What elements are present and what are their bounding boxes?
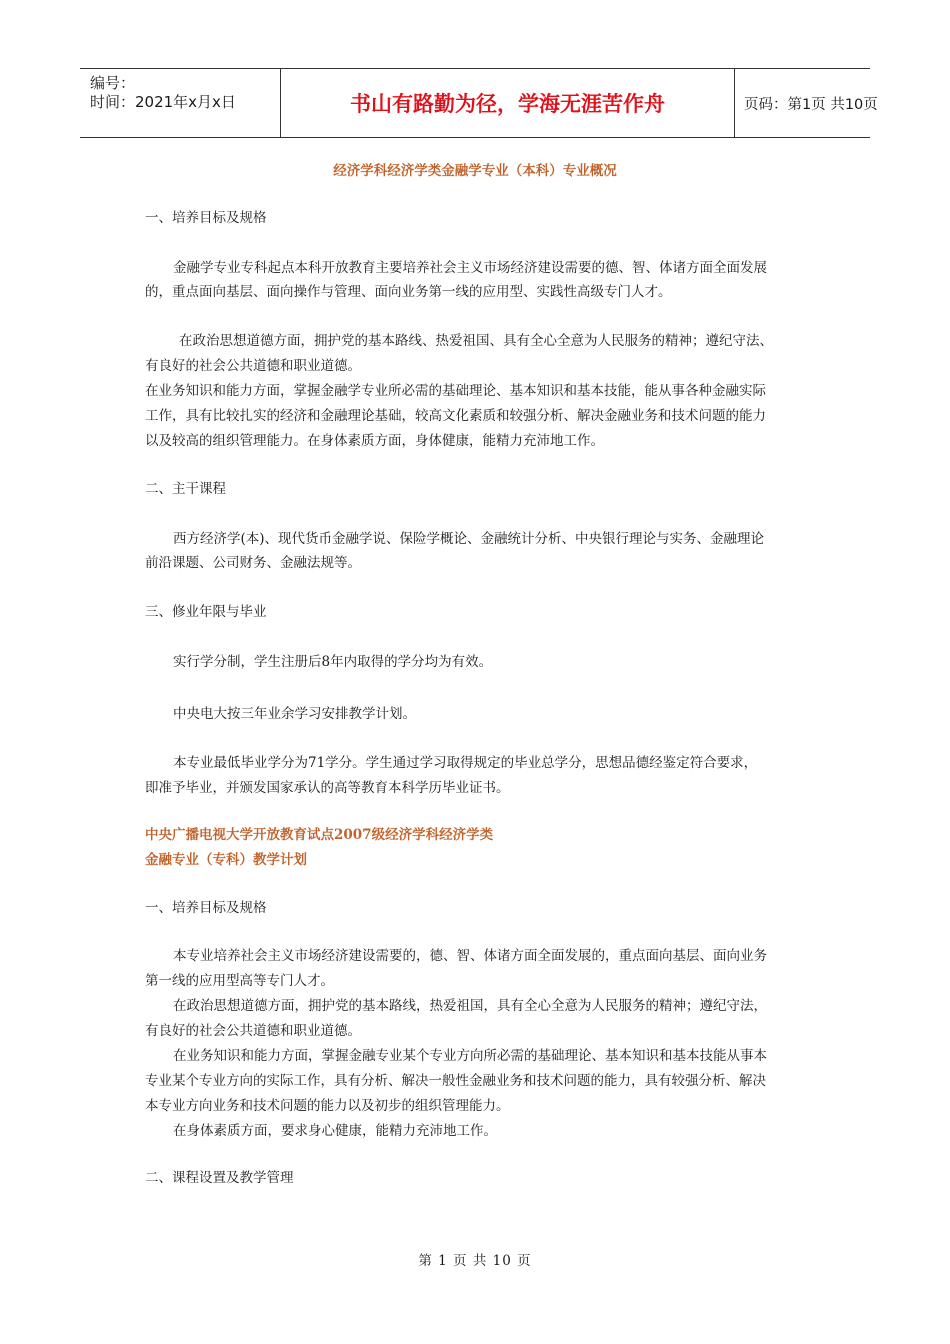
section2-p1-line2: 第一线的应用型高等专门人才。	[145, 973, 334, 989]
header-meta	[80, 69, 280, 137]
section2-p2-line1: 在政治思想道德方面，拥护党的基本路线，热爱祖国，具有全心全意为人民服务的精神；遵纪守法，	[173, 998, 767, 1014]
time-label: 时间：2021年x月x日	[90, 93, 236, 111]
section2-p4: 在身体素质方面，要求身心健康，能精力充沛地工作。	[173, 1123, 497, 1139]
section2-p2-line2: 有良好的社会公共道德和职业道德。	[145, 1023, 361, 1039]
page-header	[80, 68, 878, 138]
section2-title-line2: 金融专业（专科）教学计划	[145, 852, 307, 868]
page-info: 页码：第1页 共10页	[744, 96, 878, 113]
section1-p4-line1: 西方经济学(本)、现代货币金融学说、保险学概论、金融统计分析、中央银行理论与实务、金融理论	[173, 531, 765, 547]
section1-p4-line2: 前沿课题、公司财务、金融法规等。	[145, 555, 361, 571]
section2-heading-1: 一、培养目标及规格	[145, 900, 267, 916]
section1-p3-line2: 工作，具有比较扎实的经济和金融理论基础，较高文化素质和较强分析、解决金融业务和技术问题的能力	[145, 408, 766, 424]
section1-p3-line3: 以及较高的组织管理能力。在身体素质方面，身体健康，能精力充沛地工作。	[145, 433, 604, 449]
section1-heading-2: 二、主干课程	[145, 481, 226, 497]
section1-p6: 中央电大按三年业余学习安排教学计划。	[173, 706, 416, 722]
section1-title: 经济学科经济学类金融学专业（本科）专业概况	[333, 163, 617, 179]
section2-p3-line1: 在业务知识和能力方面，掌握金融专业某个专业方向所必需的基础理论、基本知识和基本技能从事本	[173, 1048, 767, 1064]
section1-p5: 实行学分制，学生注册后8年内取得的学分均为有效。	[173, 654, 493, 670]
section2-p3-line2: 专业某个专业方向的实际工作，具有分析、解决一般性金融业务和技术问题的能力，具有较强分析、解决	[145, 1073, 766, 1089]
section1-p3-line1: 在业务知识和能力方面，掌握金融学专业所必需的基础理论、基本知识和基本技能，能从事各种金融实际	[145, 383, 766, 399]
section2-heading-2: 二、课程设置及教学管理	[145, 1170, 294, 1186]
page-footer: 第 1 页 共 10 页	[418, 1253, 532, 1269]
motto: 书山有路勤为径，学海无涯苦作舟	[280, 69, 735, 137]
number-label: 编号：	[90, 74, 136, 92]
section1-p1-line1: 金融学专业专科起点本科开放教育主要培养社会主义市场经济建设需要的德、智、体诸方面全面发展	[173, 260, 767, 276]
section1-p2-line1: 在政治思想道德方面，拥护党的基本路线、热爱祖国、具有全心全意为人民服务的精神；遵纪守法、	[179, 333, 773, 349]
section1-p7-line1: 本专业最低毕业学分为71学分。学生通过学习取得规定的毕业总学分，思想品德经鉴定符合要求，	[173, 755, 758, 771]
section1-heading-3: 三、修业年限与毕业	[145, 604, 267, 620]
section2-p1-line1: 本专业培养社会主义市场经济建设需要的，德、智、体诸方面全面发展的，重点面向基层、面向业务	[173, 948, 767, 964]
section1-p2-line2: 有良好的社会公共道德和职业道德。	[145, 358, 361, 374]
section2-title-line1: 中央广播电视大学开放教育试点2007级经济学科经济学类	[145, 827, 494, 843]
section1-heading-1: 一、培养目标及规格	[145, 210, 267, 226]
section2-p3-line3: 本专业方向业务和技术问题的能力以及初步的组织管理能力。	[145, 1098, 510, 1114]
section1-p1-line2: 的，重点面向基层、面向操作与管理、面向业务第一线的应用型、实践性高级专门人才。	[145, 284, 672, 300]
section1-p7-line2: 即准予毕业，并颁发国家承认的高等教育本科学历毕业证书。	[145, 780, 510, 796]
